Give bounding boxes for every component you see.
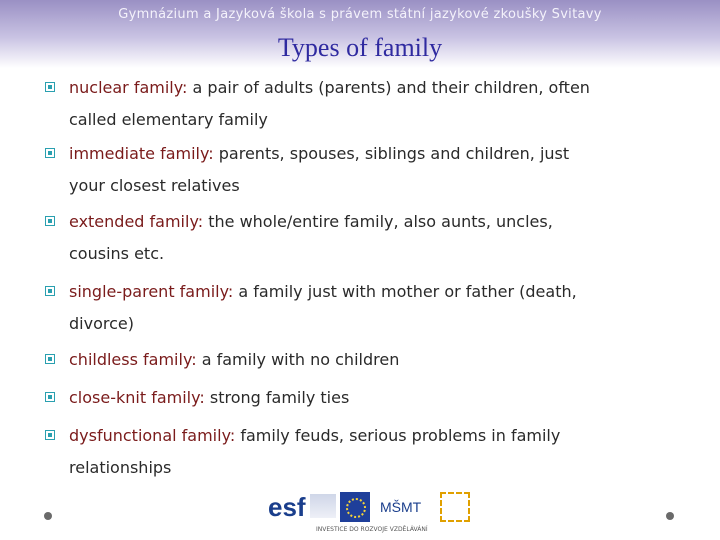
eu-flag-icon [340, 492, 370, 522]
list-item [45, 420, 685, 484]
list-item [45, 344, 685, 376]
definition: parents, spouses, siblings and children, just [213, 144, 570, 163]
checkbox-bullet-icon [45, 82, 55, 92]
definition-continuation: your closest relatives [69, 176, 240, 195]
definition-continuation: divorce) [69, 314, 134, 333]
term: extended family: [69, 212, 204, 231]
definition: strong family ties [204, 388, 350, 407]
term: childless family: [69, 350, 197, 369]
page-title: Types of family [277, 33, 443, 62]
term: close-knit family: [69, 388, 205, 407]
list-item [45, 382, 685, 414]
definition: family feuds, serious problems in family [235, 426, 561, 445]
header-banner [0, 0, 720, 68]
list-item [45, 276, 685, 340]
definition: a family just with mother or father (death, [233, 282, 577, 301]
esf-logo: esf [268, 492, 306, 522]
definition: the whole/entire family, also aunts, uncles, [203, 212, 553, 231]
corner-dot-icon [666, 512, 674, 520]
corner-dot-icon [44, 512, 52, 520]
checkbox-bullet-icon [45, 392, 55, 402]
op-vk-logo-icon [440, 492, 470, 522]
checkbox-bullet-icon [45, 354, 55, 364]
definition: a pair of adults (parents) and their children, often [187, 78, 590, 97]
list-item [45, 72, 685, 136]
checkbox-bullet-icon [45, 286, 55, 296]
list-item [45, 138, 685, 202]
definition-continuation: relationships [69, 458, 172, 477]
funding-logos [268, 488, 486, 538]
definition: a family with no children [196, 350, 400, 369]
term: single-parent family: [69, 282, 234, 301]
term: dysfunctional family: [69, 426, 236, 445]
school-name: Gymnázium a Jazyková škola s právem státní jazykové zkoušky Svitavy [118, 7, 602, 22]
term: immediate family: [69, 144, 214, 163]
esf-subtext-icon [310, 494, 336, 518]
definition-continuation: called elementary family [69, 110, 268, 129]
definition-continuation: cousins etc. [69, 244, 165, 263]
checkbox-bullet-icon [45, 216, 55, 226]
checkbox-bullet-icon [45, 430, 55, 440]
checkbox-bullet-icon [45, 148, 55, 158]
list-item [45, 206, 685, 270]
term: nuclear family: [69, 78, 188, 97]
tagline: INVESTICE DO ROZVOJE VZDĚLÁVÁNÍ [316, 526, 428, 533]
msmt-logo: MŠMT [380, 499, 422, 515]
